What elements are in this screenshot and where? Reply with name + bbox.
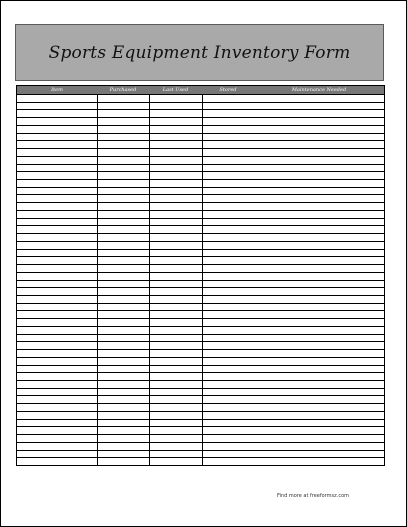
table-row [17, 256, 384, 257]
column-header-item: Item [51, 87, 63, 93]
table-row [17, 225, 384, 226]
table-row [17, 264, 384, 265]
table-row [17, 156, 384, 157]
column-header-last-used: Last Used [162, 87, 189, 93]
table-row [17, 109, 384, 110]
table-header-row [17, 86, 384, 94]
column-divider-purchased [149, 94, 150, 465]
table-row [17, 164, 384, 165]
column-divider-item [97, 94, 98, 465]
table-row [17, 303, 384, 304]
table-row [17, 334, 384, 335]
table-row [17, 380, 384, 381]
table-row [17, 194, 384, 195]
table-row [17, 233, 384, 234]
footer-credit: Find more at freeformsz.com [277, 493, 350, 499]
table-row [17, 411, 384, 412]
table-row [17, 365, 384, 366]
column-header-stored: Stored [219, 87, 237, 93]
table-row [17, 395, 384, 396]
table-row [17, 349, 384, 350]
table-row [17, 419, 384, 420]
inventory-table [16, 85, 385, 466]
table-row [17, 450, 384, 451]
form-title: Sports Equipment Inventory Form [48, 42, 351, 63]
table-row [17, 171, 384, 172]
column-header-purchased: Purchased [109, 87, 137, 93]
table-row [17, 442, 384, 443]
table-row [17, 202, 384, 203]
table-row [17, 280, 384, 281]
table-row [17, 318, 384, 319]
table-row [17, 310, 384, 311]
column-divider-last-used [202, 94, 203, 465]
table-row [17, 457, 384, 458]
table-row [17, 179, 384, 180]
table-row [17, 341, 384, 342]
table-row [17, 295, 384, 296]
table-row [17, 218, 384, 219]
table-row [17, 434, 384, 435]
table-row [17, 125, 384, 126]
table-row [17, 210, 384, 211]
table-row [17, 372, 384, 373]
table-row [17, 326, 384, 327]
title-banner [15, 24, 384, 81]
table-row [17, 241, 384, 242]
column-header-maintenance: Maintenance Needed [291, 87, 347, 93]
table-row [17, 102, 384, 103]
table-row [17, 148, 384, 149]
table-row [17, 287, 384, 288]
table-row [17, 140, 384, 141]
table-row [17, 249, 384, 250]
table-row [17, 357, 384, 358]
table-row [17, 133, 384, 134]
table-row [17, 94, 384, 95]
table-row [17, 426, 384, 427]
table-row [17, 272, 384, 273]
table-row [17, 403, 384, 404]
table-row [17, 117, 384, 118]
table-row [17, 187, 384, 188]
table-row [17, 388, 384, 389]
